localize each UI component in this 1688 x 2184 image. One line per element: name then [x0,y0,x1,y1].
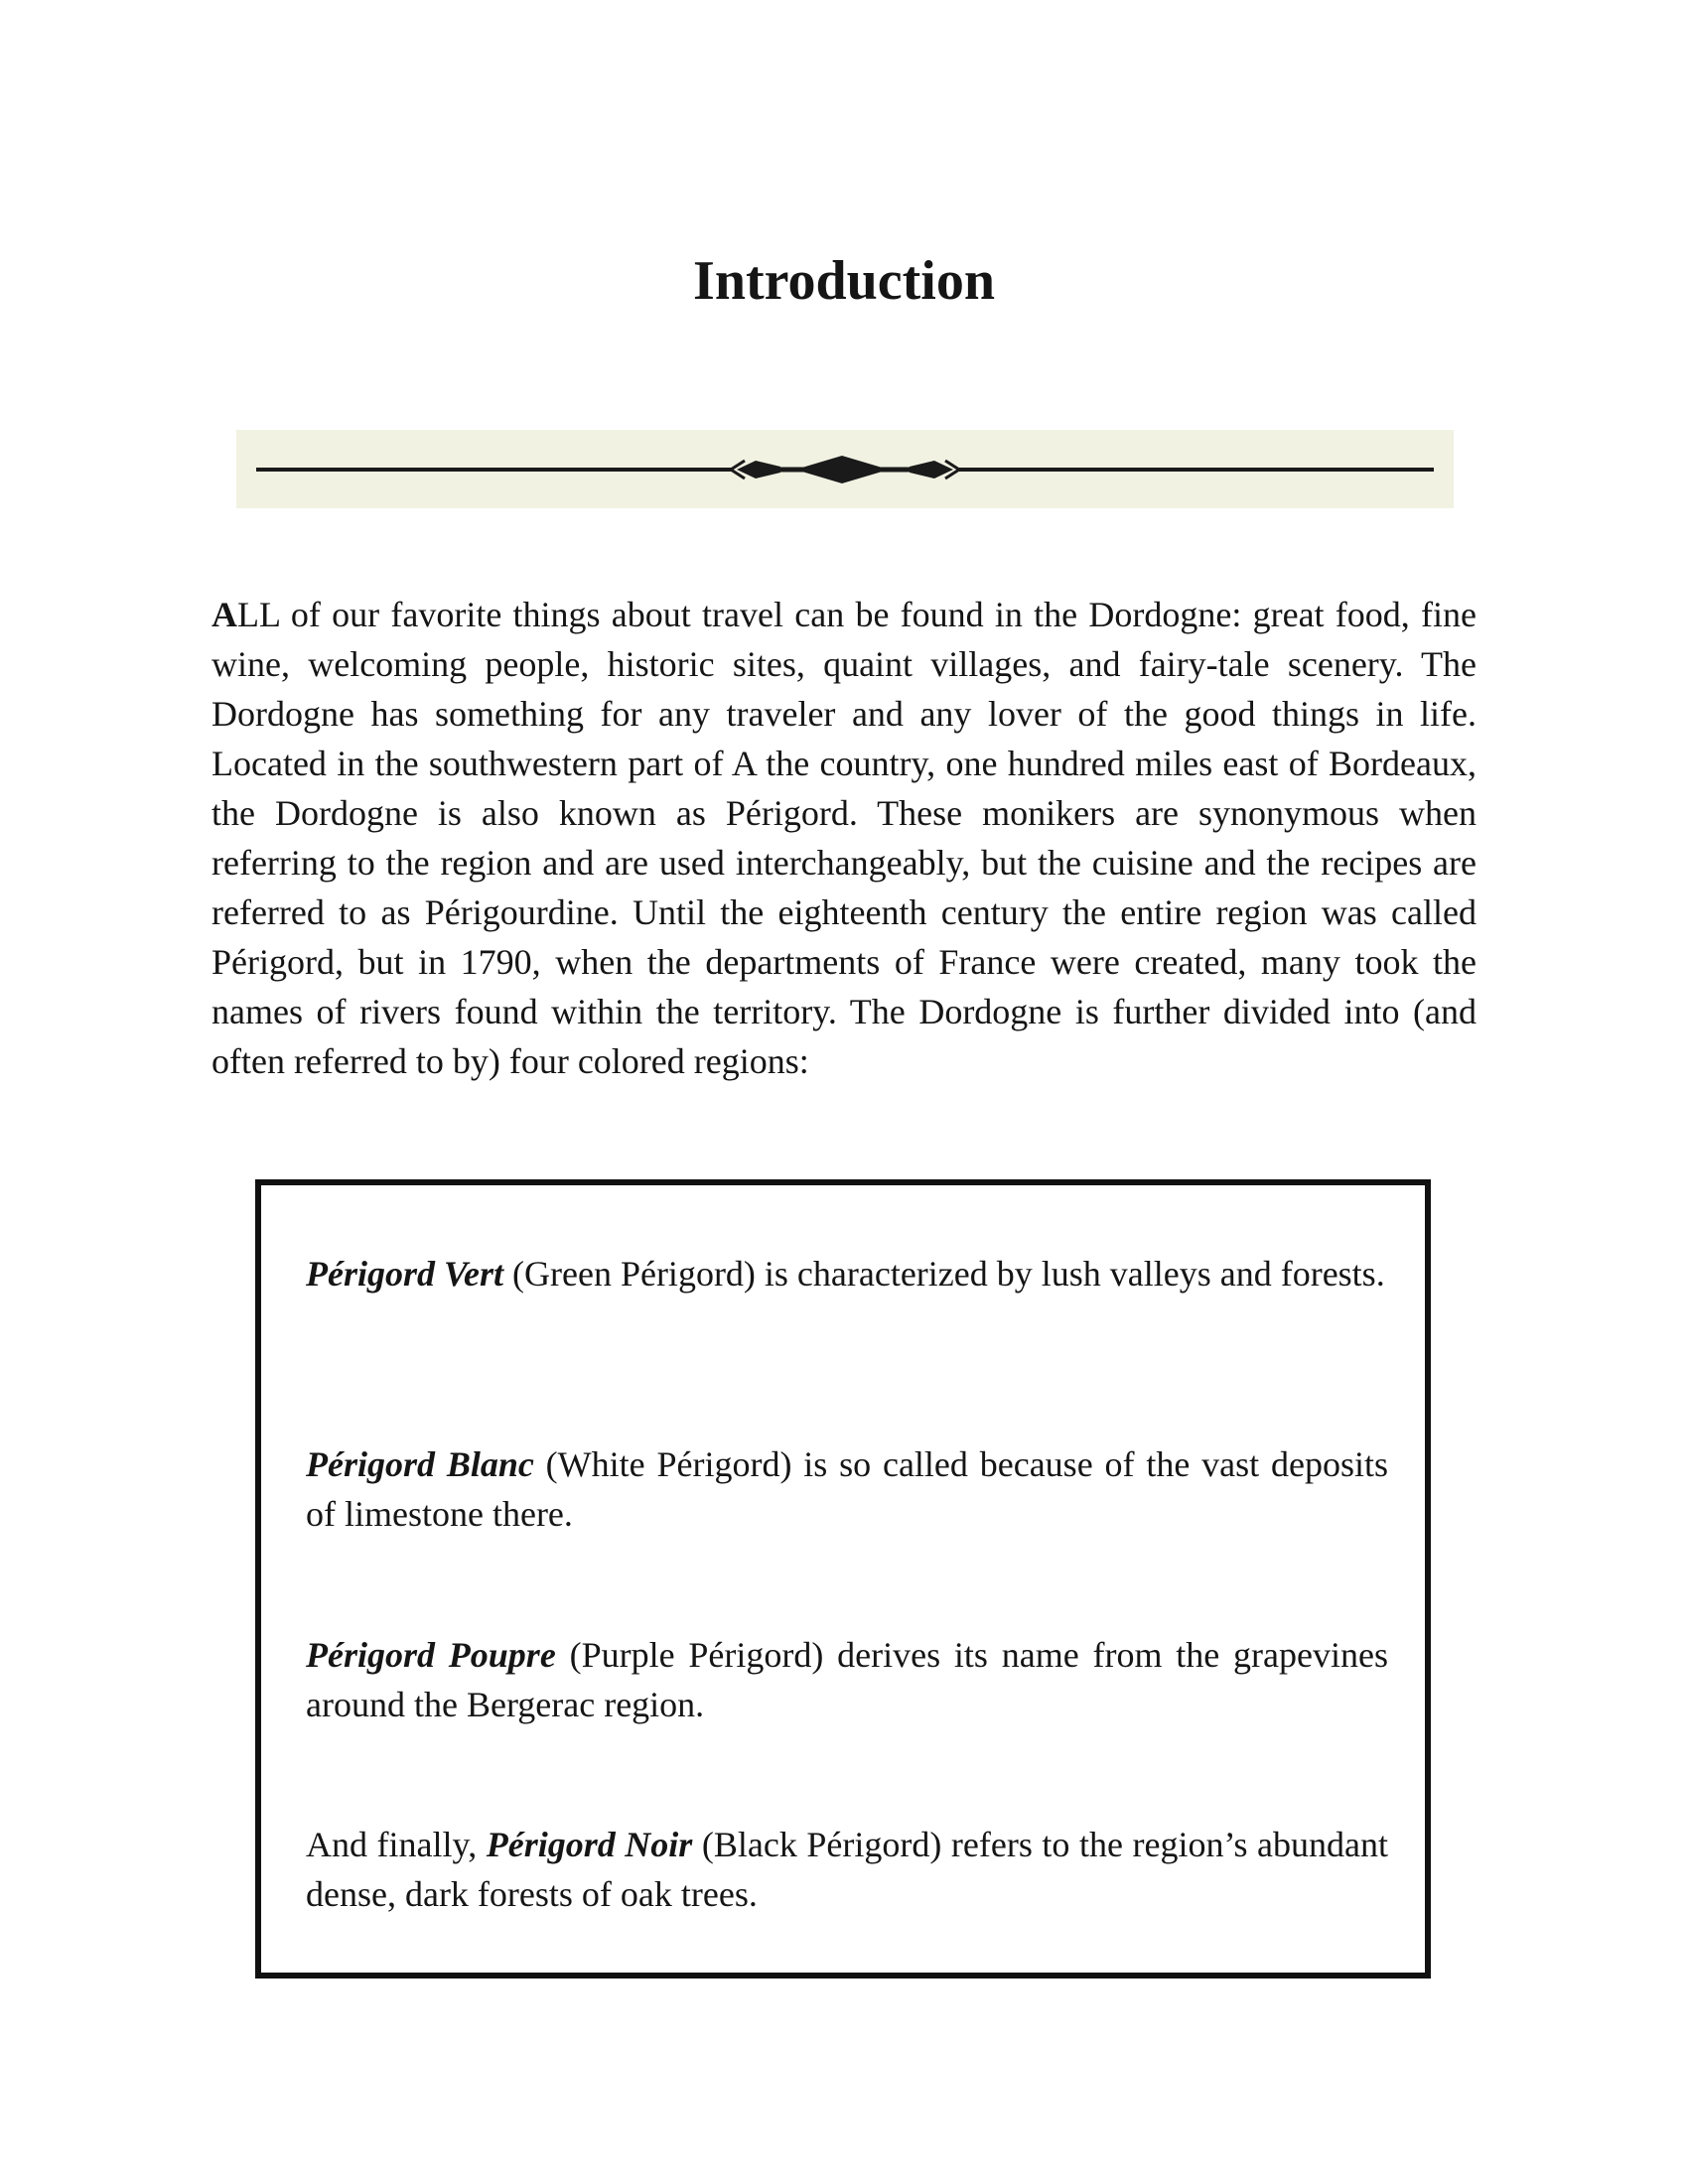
page-title: Introduction [693,250,995,312]
region-name: Périgord Poupre [306,1635,556,1675]
regions-box [255,1179,1431,1979]
region-description: (White Périgord) is so called because of the vast deposits of limestone there. [306,1444,1388,1534]
region-entry-poupre [306,1630,1388,1729]
intro-paragraph [211,590,1477,1086]
region-entry-vert [306,1249,1388,1298]
intro-initial-letter: A [211,595,237,634]
region-description: (Green Périgord) is characterized by lush valleys and forests. [503,1254,1385,1294]
region-entry-blanc [306,1439,1388,1539]
region-name: Périgord Blanc [306,1444,534,1484]
decorative-divider [236,430,1454,508]
flourish-divider-icon [236,430,1454,508]
region-name: Périgord Noir [486,1825,693,1864]
region-name: Périgord Vert [306,1254,504,1294]
region-description: (Black Périgord) refers to the region’s abundant dense, dark forests of oak trees. [306,1825,1388,1914]
region-prefix: And finally, [306,1825,487,1864]
region-description: (Purple Périgord) derives its name from the grapevines around the Bergerac region. [306,1635,1388,1724]
intro-text: LL of our favorite things about travel can be found in the Dordogne: great food, fine wine, welcoming people, historic sites, quaint villages, and fairy-tale scenery. The Dordogne has something for any traveler and any lover of the good things in life. Located in the southwestern part of A the country, one hundred miles east of Bordeaux, the Dordogne is also known as Périgord. These monikers are synonymous when referring to the region and are used interchangeably, but the cuisine and the recipes are referred to as Périgourdine. Until the eighteenth century the entire region was called Périgord, but in 1790, when the departments of France were created, many took the names of rivers found within the territory. The Dordogne is further divided into (and often referred to by) four colored regions: [211,595,1477,1081]
region-entry-noir [306,1820,1388,1919]
